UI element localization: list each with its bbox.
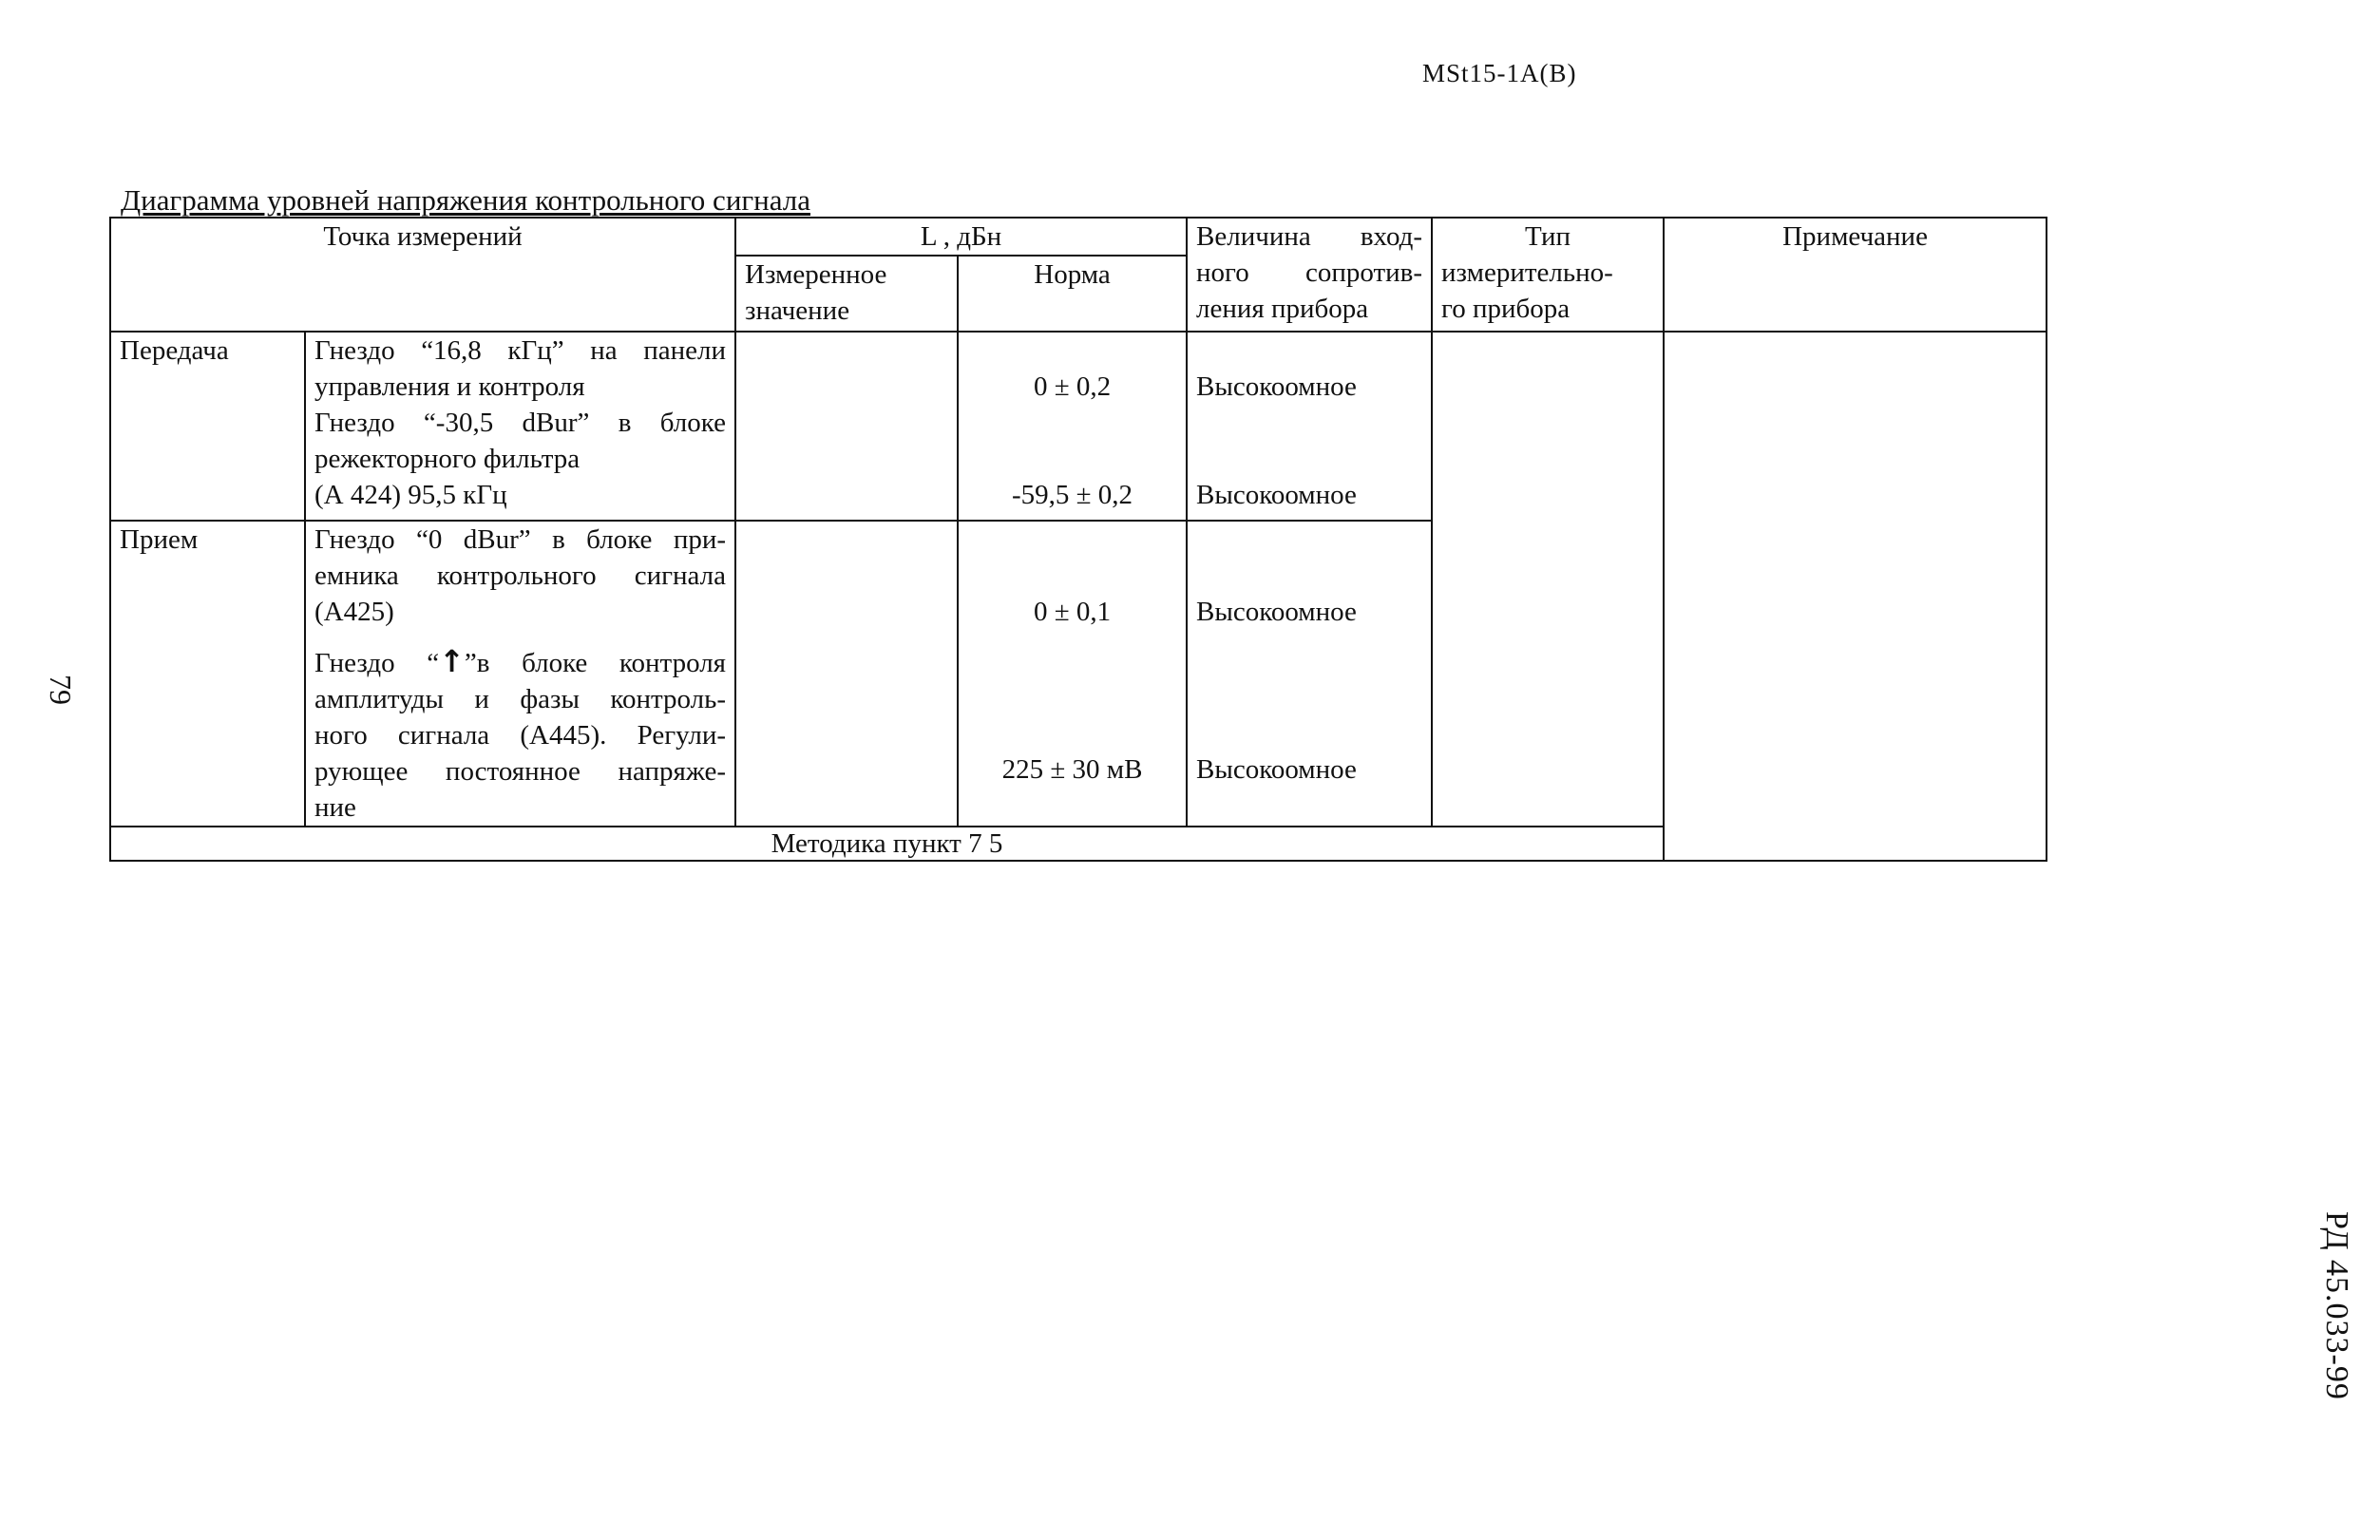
mode-transmit: Передача [110, 332, 305, 521]
measured-value-transmit [735, 332, 958, 521]
measured-value-receive [735, 521, 958, 827]
header-level: L , дБн [735, 218, 1187, 256]
method-footer: Методика пункт 7 5 [110, 827, 1664, 861]
resistance-transmit: Высокоомное Высокоомное [1187, 332, 1432, 521]
norm-transmit: 0 ± 0,2 -59,5 ± 0,2 [958, 332, 1187, 521]
mode-receive: Прием [110, 521, 305, 827]
header-norm: Норма [958, 256, 1187, 332]
table-caption: Диаграмма уровней напряжения контрольного сигнала [121, 183, 810, 217]
header-note: Примечание [1664, 218, 2047, 332]
measurement-point-receive: Гнездо “0 dBur” в блоке при- емника контрольного сигнала (А425) Гнездо “↑”в блоке контроля амплитуды и фазы контроль- ного сигнала (А445). Регули- рующее постоянное напряже- ние [305, 521, 735, 827]
norm-receive: 0 ± 0,1 225 ± 30 мВ [958, 521, 1187, 827]
header-measurement-point: Точка измерений [110, 218, 735, 332]
note-cell [1664, 332, 2047, 861]
arrow-up-icon: ↑ [439, 643, 465, 679]
header-input-resistance: Величина вход- ного сопротив- ления прибора [1187, 218, 1432, 332]
header-measured: Измеренное значение [735, 256, 958, 332]
header-instrument-type: Тип измерительно- го прибора [1432, 218, 1664, 332]
socket-arrow-line: Гнездо “↑”в блоке контроля [314, 643, 727, 679]
document-code: РД 45.033-99 [2319, 1211, 2354, 1400]
resistance-receive: Высокоомное Высокоомное [1187, 521, 1432, 827]
table-row [110, 332, 2047, 521]
header-row [110, 218, 2047, 256]
measurement-point-transmit: Гнездо “16,8 кГц” на панели управления и контроля Гнездо “-30,5 dBur” в блоке режекторного фильтра (А 424) 95,5 кГц [305, 332, 735, 521]
page-number: 79 [44, 675, 78, 705]
page-code: MSt15-1A(B) [1422, 59, 1577, 87]
voltage-level-table [109, 217, 2047, 862]
instrument-type-cell [1432, 332, 1664, 827]
